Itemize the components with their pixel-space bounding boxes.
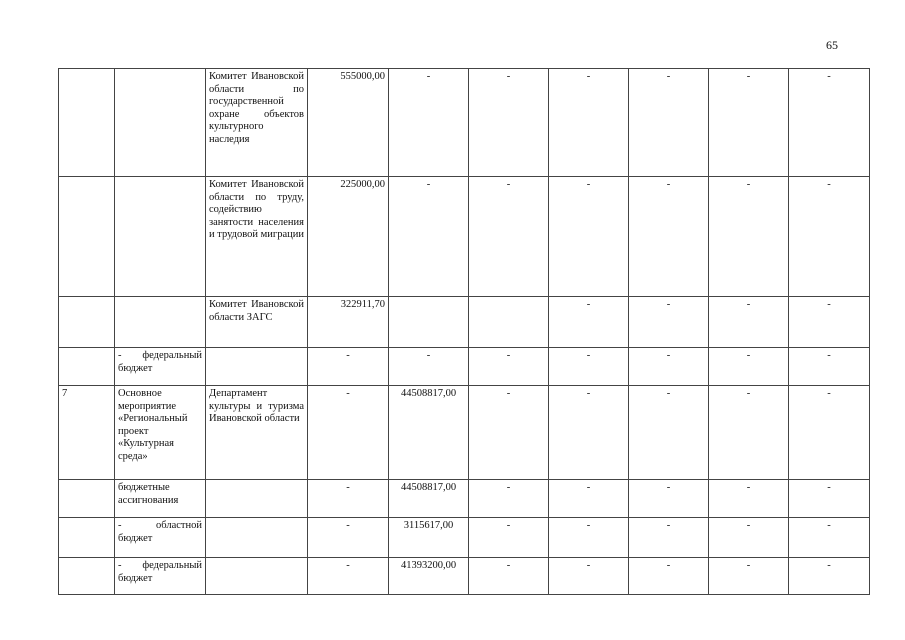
cell-value: - <box>469 348 549 386</box>
cell-number <box>59 518 115 558</box>
cell-value: - <box>389 69 469 177</box>
cell-value: - <box>629 558 709 595</box>
table-row <box>59 558 870 595</box>
table-row <box>59 177 870 297</box>
cell-total: - <box>308 558 389 595</box>
cell-value: - <box>789 177 870 297</box>
cell-executor: Комитет Ивановской области ЗАГС <box>206 297 308 348</box>
cell-executor <box>206 558 308 595</box>
budget-table <box>58 68 870 595</box>
cell-value: - <box>709 177 789 297</box>
cell-total: - <box>308 480 389 518</box>
cell-executor <box>206 348 308 386</box>
cell-value: - <box>469 69 549 177</box>
cell-value: 3115617,00 <box>389 518 469 558</box>
cell-value: - <box>789 386 870 480</box>
cell-executor <box>206 480 308 518</box>
cell-name <box>115 177 206 297</box>
cell-number <box>59 297 115 348</box>
cell-name: Основное мероприятие «Региональный проект «Культурная среда» <box>115 386 206 480</box>
table-row <box>59 348 870 386</box>
cell-value: - <box>389 348 469 386</box>
cell-value: - <box>469 177 549 297</box>
cell-value: - <box>789 518 870 558</box>
table-row <box>59 386 870 480</box>
cell-value: - <box>709 480 789 518</box>
cell-executor: Комитет Ивановской области по государственной охране объектов культурного наследия <box>206 69 308 177</box>
cell-value: 44508817,00 <box>389 480 469 518</box>
cell-value: - <box>709 69 789 177</box>
cell-value: - <box>469 386 549 480</box>
cell-number: 7 <box>59 386 115 480</box>
cell-value: - <box>549 348 629 386</box>
cell-value: - <box>549 297 629 348</box>
cell-value: - <box>469 480 549 518</box>
cell-value: - <box>709 386 789 480</box>
table-row <box>59 69 870 177</box>
cell-value: - <box>789 480 870 518</box>
cell-name <box>115 297 206 348</box>
cell-name <box>115 69 206 177</box>
cell-value: - <box>629 480 709 518</box>
page-number: 65 <box>826 38 838 52</box>
cell-value: - <box>629 348 709 386</box>
cell-total: 225000,00 <box>308 177 389 297</box>
cell-value: - <box>709 348 789 386</box>
cell-value: - <box>549 518 629 558</box>
table-row <box>59 480 870 518</box>
cell-value: - <box>549 69 629 177</box>
cell-number <box>59 558 115 595</box>
cell-value: - <box>629 297 709 348</box>
cell-value: - <box>389 177 469 297</box>
cell-value: - <box>469 558 549 595</box>
cell-value: - <box>629 386 709 480</box>
cell-value: - <box>549 177 629 297</box>
cell-total: - <box>308 348 389 386</box>
cell-value <box>469 297 549 348</box>
cell-value: - <box>789 348 870 386</box>
cell-value: 44508817,00 <box>389 386 469 480</box>
cell-value: - <box>549 480 629 518</box>
cell-value: 41393200,00 <box>389 558 469 595</box>
cell-value: - <box>629 69 709 177</box>
cell-number <box>59 177 115 297</box>
table-row <box>59 518 870 558</box>
cell-value: - <box>789 558 870 595</box>
cell-value: - <box>789 297 870 348</box>
cell-executor: Комитет Ивановской области по труду, содействию занятости населения и трудовой миграции <box>206 177 308 297</box>
cell-total: - <box>308 518 389 558</box>
cell-number <box>59 480 115 518</box>
cell-total: 322911,70 <box>308 297 389 348</box>
cell-value: - <box>629 177 709 297</box>
cell-value: - <box>629 518 709 558</box>
cell-number <box>59 69 115 177</box>
cell-name: - областной бюджет <box>115 518 206 558</box>
cell-value: - <box>709 297 789 348</box>
cell-executor <box>206 518 308 558</box>
table-row <box>59 297 870 348</box>
cell-value <box>389 297 469 348</box>
cell-value: - <box>789 69 870 177</box>
cell-value: - <box>549 558 629 595</box>
cell-total: 555000,00 <box>308 69 389 177</box>
cell-name: - федеральный бюджет <box>115 558 206 595</box>
cell-value: - <box>469 518 549 558</box>
cell-name: бюджетные ассигнования <box>115 480 206 518</box>
cell-total: - <box>308 386 389 480</box>
cell-number <box>59 348 115 386</box>
cell-value: - <box>549 386 629 480</box>
cell-name: - федеральный бюджет <box>115 348 206 386</box>
cell-executor: Департамент культуры и туризма Ивановской области <box>206 386 308 480</box>
cell-value: - <box>709 518 789 558</box>
cell-value: - <box>709 558 789 595</box>
